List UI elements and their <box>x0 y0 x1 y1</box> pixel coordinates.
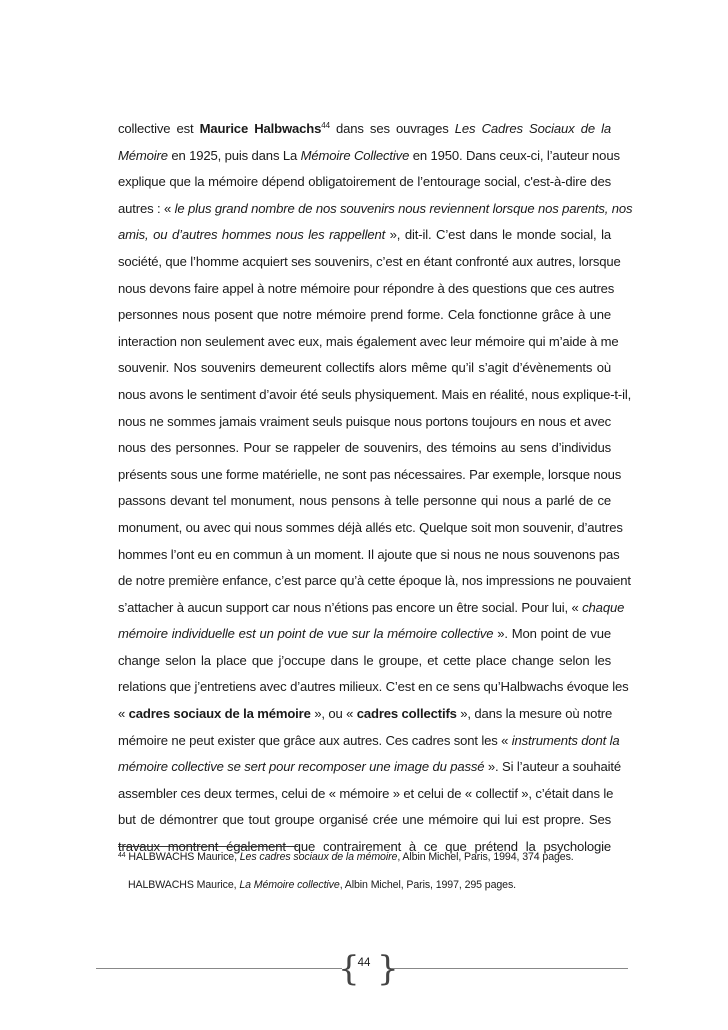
quote: mémoire collective se sert pour recomposer une image du passé <box>118 759 485 775</box>
text-line: « cadres sociaux de la mémoire », ou « cadres collectifs », dans la mesure où notre <box>118 706 613 722</box>
right-brace-ornament: } <box>377 949 399 989</box>
text-line: amis, ou d’autres hommes nous les rappellent », dit-il. C’est dans le monde social, la <box>118 227 611 243</box>
key-term: cadres collectifs <box>356 706 457 722</box>
text-line: nous avons le sentiment d’avoir été seuls physiquement. Mais en réalité, nous explique-t-il, <box>118 386 632 402</box>
footnote-number: 44 <box>118 852 126 859</box>
text-line: interaction non seulement avec eux, mais également avec leur mémoire qui m’aide à me <box>118 333 619 349</box>
quote: le plus grand nombre de nos souvenirs nous reviennent lorsque nos parents, nos <box>174 200 633 216</box>
text-line: but de démontrer que tout groupe organisé crée une mémoire qui lui est propre. Ses <box>118 812 611 828</box>
left-brace-ornament: { <box>338 949 360 989</box>
quote: mémoire individuelle est un point de vue sur la mémoire collective <box>118 626 494 642</box>
text-line: explique que la mémoire dépend obligatoirement de l’entourage social, c'est-à-dire des <box>118 174 611 190</box>
text-line: mémoire individuelle est un point de vue sur la mémoire collective ». Mon point de vue <box>118 626 611 642</box>
text-line: mémoire ne peut exister que grâce aux autres. Ces cadres sont les « instruments dont la <box>118 732 620 748</box>
quote: instruments dont la <box>511 732 620 748</box>
book-title: La Mémoire collective <box>239 879 340 891</box>
book-title: Mémoire Collective <box>300 147 410 163</box>
book-title: Les cadres sociaux de la mémoire <box>239 851 398 863</box>
text-line: change selon la place que j’occupe dans le groupe, et cette place change selon les <box>118 652 611 668</box>
text-line: autres : « le plus grand nombre de nos souvenirs nous reviennent lorsque nos parents, nos <box>118 200 633 216</box>
footnote-continuation: HALBWACHS Maurice, La Mémoire collective, Albin Michel, Paris, 1997, 295 pages. <box>128 879 516 891</box>
text-line: mémoire collective se sert pour recomposer une image du passé ». Si l’auteur a souhaité <box>118 759 621 775</box>
page-number: 44 <box>357 957 371 969</box>
text-line: monument, ou avec qui nous sommes déjà allés etc. Quelque soit mon souvenir, d’autres <box>118 519 623 535</box>
text-line: personnes nous posent que notre mémoire prend forme. Cela fonctionne grâce à une <box>118 307 611 323</box>
text-line: souvenir. Nos souvenirs demeurent collectifs alors même qu’il s’agit d’évènements où <box>118 360 611 376</box>
footnote-ref[interactable]: 44 <box>321 121 330 130</box>
text-line: assembler ces deux termes, celui de « mémoire » et celui de « collectif », c’était dans le <box>118 785 614 801</box>
quote: amis, ou d’autres hommes nous les rappellent <box>118 227 386 243</box>
footnote-divider <box>118 846 298 847</box>
text-line: nous devons faire appel à notre mémoire pour répondre à des questions que ces autres <box>118 280 615 296</box>
text-line: nous des personnes. Pour se rappeler de souvenirs, des témoins au sens d’individus <box>118 440 611 456</box>
text-line: présents sous une forme matérielle, ne sont pas nécessaires. Par exemple, lorsque nous <box>118 466 622 482</box>
quote: chaque <box>582 599 625 615</box>
book-title: Les Cadres Sociaux de la <box>454 121 611 136</box>
text-line: hommes l’ont eu en commun à un moment. Il ajoute que si nous ne nous souvenons pas <box>118 546 620 562</box>
text-line: nous ne sommes jamais vraiment seuls puisque nous portons toujours en nous et avec <box>118 413 611 429</box>
text-line: Mémoire en 1925, puis dans La Mémoire Collective en 1950. Dans ceux-ci, l’auteur nous <box>118 147 620 163</box>
text-line: société, que l’homme acquiert ses souvenirs, c’est en étant confronté aux autres, lorsque <box>118 253 621 269</box>
footer-rule-right <box>388 968 628 969</box>
body-text <box>118 116 633 861</box>
key-term: cadres sociaux de la mémoire <box>128 706 311 722</box>
text-line: passons devant tel monument, nous pensons à telle personne qui nous a parlé de ce <box>118 493 611 509</box>
footnote-44: $^{44}$ HALBWACHS Maurice, Les cadres sociaux de la mémoire, Albin Michel, Paris, 1994, 374 pages. <box>118 851 574 863</box>
text-line: collective est Maurice Halbwachs$^{44}$ dans ses ouvrages Les Cadres Sociaux de la <box>118 121 611 136</box>
author-name: Maurice Halbwachs <box>199 121 322 136</box>
book-title: Mémoire <box>118 147 168 163</box>
text-line: s’attacher à aucun support car nous n’étions pas encore un être social. Pour lui, « chaque <box>118 599 625 615</box>
text-line: de notre première enfance, c’est parce qu’à cette époque là, nos impressions ne pouvaient <box>118 573 631 589</box>
footer-rule-left <box>96 968 342 969</box>
text-line: relations que j’entretiens avec d’autres milieux. C’est en ce sens qu’Halbwachs évoque les <box>118 679 629 695</box>
text-line: travaux montrent également que contrairement à ce que prétend la psychologie <box>118 839 611 855</box>
